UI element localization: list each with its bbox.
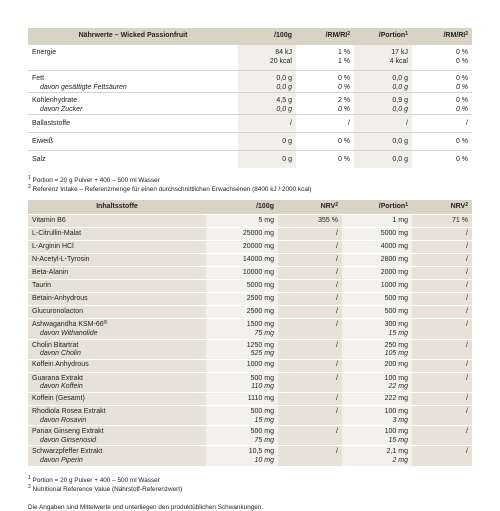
ingredient-row bbox=[28, 305, 472, 318]
amount-per-100g-main: 2500 mg bbox=[246, 295, 274, 303]
ingredient-name bbox=[28, 214, 206, 227]
ri-per-portion bbox=[412, 70, 472, 92]
ri-per-100g-main: / bbox=[348, 119, 350, 127]
amount-per-100g-main: 1110 mg bbox=[247, 394, 274, 402]
nrv-per-portion-main: 71 % bbox=[452, 217, 468, 225]
amount-per-100g bbox=[206, 392, 278, 405]
nutrition-row bbox=[28, 70, 472, 92]
nrv-per-portion bbox=[412, 227, 472, 240]
ingredient-row bbox=[28, 318, 472, 338]
ingredient-name bbox=[28, 266, 206, 279]
nrv-per-portion bbox=[412, 359, 472, 372]
nrv-per-portion-main: / bbox=[466, 448, 468, 456]
nutrition-row bbox=[28, 44, 472, 70]
nrv-per-100g-main: / bbox=[336, 243, 338, 251]
nutrient-label: Fett bbox=[32, 75, 45, 82]
ri-per-100g-main: 2 % bbox=[337, 97, 350, 105]
ingredient-name bbox=[28, 405, 206, 425]
amount-per-100g bbox=[206, 425, 278, 445]
nrv-per-100g-main: / bbox=[336, 407, 338, 415]
amount-per-portion bbox=[342, 279, 412, 292]
nrv-per-100g bbox=[278, 305, 342, 318]
amount-per-portion bbox=[342, 227, 412, 240]
amount-per-100g-sub: 75 mg bbox=[254, 436, 274, 444]
nrv-per-portion-main: / bbox=[466, 308, 468, 316]
nrv-per-portion bbox=[412, 445, 472, 465]
value-per-100g-main: / bbox=[290, 119, 292, 127]
nutrient-label: Eiweiß bbox=[32, 137, 54, 145]
ingredient-row bbox=[28, 372, 472, 392]
ingredient-name bbox=[28, 279, 206, 292]
amount-per-portion-main: 1 mg bbox=[392, 217, 408, 225]
nrv-per-portion-main: / bbox=[466, 341, 468, 349]
header-rm-ri: $/RM/RI^2$ bbox=[296, 28, 354, 44]
amount-per-portion-sub: 15 mg bbox=[388, 436, 408, 444]
amount-per-portion-main: 100 mg bbox=[384, 407, 408, 415]
nrv-per-100g bbox=[278, 214, 342, 227]
nrv-per-100g-main: / bbox=[336, 230, 338, 238]
ri-per-portion-main: 0 % bbox=[455, 75, 468, 82]
ingredient-row bbox=[28, 240, 472, 253]
nrv-per-portion bbox=[412, 305, 472, 318]
amount-per-100g-main: 500 mg bbox=[250, 374, 274, 382]
ingredient-label: N-Acetyl-L-Tyrosin bbox=[32, 256, 90, 264]
ingredient-label: L-Citrullin-Malat bbox=[32, 230, 82, 238]
amount-per-portion bbox=[342, 318, 412, 338]
ingredient-name bbox=[28, 253, 206, 266]
ri-per-100g bbox=[296, 70, 354, 92]
amount-per-100g bbox=[206, 405, 278, 425]
nrv-per-portion-main: / bbox=[466, 407, 468, 415]
ingredient-name bbox=[28, 305, 206, 318]
ingredient-label: Guarana Extrakt bbox=[32, 374, 83, 382]
nrv-per-100g bbox=[278, 227, 342, 240]
ingredient-row bbox=[28, 292, 472, 305]
ingredients-footnotes bbox=[28, 476, 472, 494]
ingredient-label: Cholin Bitartrat bbox=[32, 341, 79, 349]
footnote-reference-intake: $^2$ Referenz Intake – Referenzmenge für einen durchschnittlichen Erwachsenen (8400 kJ / 2000 kcal) bbox=[28, 184, 312, 194]
nrv-per-100g-main: / bbox=[336, 341, 338, 349]
amount-per-100g bbox=[206, 339, 278, 359]
amount-per-portion bbox=[342, 405, 412, 425]
ingredient-row bbox=[28, 227, 472, 240]
amount-per-100g bbox=[206, 359, 278, 372]
amount-per-100g-sub: 110 mg bbox=[251, 383, 274, 391]
ingredient-label: Taurin bbox=[32, 282, 52, 290]
header-rm-ri-portion: $/RM/RI^2$ bbox=[412, 28, 472, 44]
ingredient-sub-label: davon Koffein bbox=[40, 383, 83, 391]
ingredient-row bbox=[28, 425, 472, 445]
ingredient-row bbox=[28, 266, 472, 279]
ingredient-sub-label: davon Cholin bbox=[40, 350, 81, 358]
nutrient-label: Salz bbox=[32, 155, 46, 163]
ingredient-label: Koffein Anhydrous bbox=[32, 361, 89, 369]
nrv-per-100g bbox=[278, 425, 342, 445]
nrv-per-portion bbox=[412, 392, 472, 405]
nrv-per-100g bbox=[278, 266, 342, 279]
nrv-per-portion bbox=[412, 405, 472, 425]
ingredient-row bbox=[28, 214, 472, 227]
ri-per-portion bbox=[412, 92, 472, 114]
nrv-per-portion bbox=[412, 253, 472, 266]
amount-per-portion-main: 4000 mg bbox=[380, 243, 408, 251]
amount-per-100g-main: 20000 mg bbox=[242, 243, 274, 251]
amount-per-100g-main: 10,5 mg bbox=[248, 448, 274, 456]
ingredient-row bbox=[28, 339, 472, 359]
ingredient-name bbox=[28, 392, 206, 405]
ingredient-label: L-Arginin HCl bbox=[32, 243, 74, 251]
nrv-per-100g bbox=[278, 359, 342, 372]
amount-per-100g-main: 5 mg bbox=[258, 217, 274, 225]
amount-per-portion-main: 2,1 mg bbox=[386, 448, 408, 456]
amount-per-portion bbox=[342, 425, 412, 445]
nrv-per-portion-main: / bbox=[466, 361, 468, 369]
value-per-100g bbox=[238, 92, 296, 114]
header-per-portion: /Portion$^1$ bbox=[354, 28, 412, 44]
ingredient-sub-label: davon Rosavin bbox=[40, 416, 87, 424]
amount-per-100g-sub: 75 mg bbox=[254, 329, 274, 337]
ri-per-portion-sub: 0 % bbox=[455, 57, 468, 65]
amount-per-portion-main: 500 mg bbox=[384, 308, 408, 316]
ri-per-100g-sub: 1 % bbox=[337, 57, 350, 65]
amount-per-100g-sub: 10 mg bbox=[254, 456, 274, 464]
value-per-portion-main: 0,9 g bbox=[392, 97, 408, 105]
nrv-per-100g bbox=[278, 318, 342, 338]
ingredient-label: Koffein (Gesamt) bbox=[32, 394, 85, 402]
nutrient-sub-label: davon gesättigte Fettsäuren bbox=[40, 83, 127, 91]
header-per-100g: /100g bbox=[238, 28, 296, 44]
nrv-per-portion bbox=[412, 279, 472, 292]
nutrient-label: Ballaststoffe bbox=[32, 119, 71, 127]
amount-per-100g-main: 14000 mg bbox=[242, 256, 274, 264]
disclaimer-text: Die Angaben sind Mittelwerte und unterliegen den produktüblichen Schwankungen. bbox=[28, 503, 264, 511]
ingredient-label: Betain-Anhydrous bbox=[32, 295, 88, 303]
ingredient-name bbox=[28, 372, 206, 392]
nrv-per-portion-main: / bbox=[466, 243, 468, 251]
amount-per-portion bbox=[342, 392, 412, 405]
nrv-per-portion-main: / bbox=[466, 394, 468, 402]
nrv-per-portion-main: / bbox=[466, 230, 468, 238]
value-per-portion-main: 0,0 g bbox=[392, 137, 408, 145]
nrv-per-100g-main: 355 % bbox=[318, 217, 338, 225]
amount-per-100g bbox=[206, 253, 278, 266]
ingredient-label: Vitamin B6 bbox=[32, 217, 66, 225]
nutrition-row bbox=[28, 132, 472, 150]
header-per-100g: /100g bbox=[206, 200, 278, 214]
value-per-portion-sub: 0,0 g bbox=[392, 105, 408, 113]
ingredient-sub-label: davon Withanolide bbox=[40, 329, 98, 337]
header-nutrients: Nährwerte – Wicked Passionfruit bbox=[28, 28, 238, 44]
amount-per-100g-main: 500 mg bbox=[250, 407, 274, 415]
header-nrv-portion: NRV$^2$ bbox=[412, 200, 472, 214]
value-per-portion bbox=[354, 114, 412, 132]
value-per-portion-sub: 4 kcal bbox=[389, 57, 408, 65]
ri-per-portion-main: 0 % bbox=[455, 155, 468, 163]
amount-per-100g-main: 1500 mg bbox=[246, 321, 274, 329]
nutrition-table bbox=[28, 28, 472, 168]
nrv-per-100g bbox=[278, 279, 342, 292]
ri-per-100g bbox=[296, 92, 354, 114]
ri-per-portion bbox=[412, 114, 472, 132]
ri-per-portion bbox=[412, 150, 472, 168]
amount-per-100g-main: 1250 mg bbox=[246, 341, 274, 349]
nrv-per-100g bbox=[278, 405, 342, 425]
value-per-100g-sub: 20 kcal bbox=[269, 57, 292, 65]
header-nrv: NRV$^2$ bbox=[278, 200, 342, 214]
amount-per-portion-main: 500 mg bbox=[384, 295, 408, 303]
amount-per-100g-sub: 15 mg bbox=[254, 416, 274, 424]
amount-per-portion-main: 2800 mg bbox=[380, 256, 408, 264]
value-per-100g-sub: 0,0 g bbox=[276, 83, 292, 91]
amount-per-portion-main: 300 mg bbox=[384, 321, 408, 329]
amount-per-portion bbox=[342, 339, 412, 359]
nutrition-row bbox=[28, 114, 472, 132]
amount-per-100g bbox=[206, 279, 278, 292]
header-per-portion: /Portion$^1$ bbox=[342, 200, 412, 214]
value-per-portion-main: 0,0 g bbox=[392, 155, 408, 163]
nrv-per-100g bbox=[278, 292, 342, 305]
nrv-per-portion bbox=[412, 372, 472, 392]
ingredient-name bbox=[28, 227, 206, 240]
ingredient-label: Glucuronolacton bbox=[32, 308, 83, 316]
nrv-per-portion bbox=[412, 425, 472, 445]
ri-per-100g-main: 1 % bbox=[337, 49, 350, 56]
nrv-per-100g-main: / bbox=[336, 256, 338, 264]
nrv-per-portion-main: / bbox=[466, 282, 468, 290]
nrv-per-portion-main: / bbox=[466, 321, 468, 329]
amount-per-100g-main: 5000 mg bbox=[246, 282, 274, 290]
amount-per-portion bbox=[342, 292, 412, 305]
amount-per-100g bbox=[206, 227, 278, 240]
nutrient-name bbox=[28, 114, 238, 132]
ri-per-portion bbox=[412, 132, 472, 150]
nrv-per-100g-main: / bbox=[336, 361, 338, 369]
value-per-portion bbox=[354, 70, 412, 92]
nutrition-row bbox=[28, 150, 472, 168]
amount-per-portion bbox=[342, 253, 412, 266]
ingredients-table-header bbox=[28, 200, 472, 214]
ri-per-100g bbox=[296, 132, 354, 150]
ri-per-100g-main: 0 % bbox=[337, 155, 350, 163]
value-per-portion-main: 17 kJ bbox=[391, 49, 408, 56]
nrv-per-portion-main: / bbox=[466, 256, 468, 264]
footnote-nrv: $^2$ Nutritional Reference Value (Nährstoff-Referenzwert) bbox=[28, 483, 183, 493]
value-per-100g bbox=[238, 44, 296, 70]
value-per-100g-main: 0 g bbox=[282, 137, 292, 145]
value-per-100g bbox=[238, 150, 296, 168]
amount-per-portion bbox=[342, 266, 412, 279]
amount-per-100g-sub: 525 mg bbox=[250, 350, 274, 358]
ingredient-name bbox=[28, 292, 206, 305]
amount-per-100g-main: 2500 mg bbox=[246, 308, 274, 316]
ingredient-row bbox=[28, 279, 472, 292]
ingredient-row bbox=[28, 359, 472, 372]
amount-per-100g bbox=[206, 214, 278, 227]
nutrient-label: Kohlenhydrate bbox=[32, 97, 78, 105]
amount-per-100g-main: 25000 mg bbox=[242, 230, 274, 238]
nrv-per-portion bbox=[412, 214, 472, 227]
nutrient-label: Energie bbox=[32, 49, 57, 56]
amount-per-portion-main: 1000 mg bbox=[380, 282, 408, 290]
ingredient-name bbox=[28, 359, 206, 372]
nrv-per-100g bbox=[278, 253, 342, 266]
value-per-100g-sub: 0,0 g bbox=[276, 105, 292, 113]
ingredient-label: Ashwagandha KSM-66® bbox=[32, 320, 108, 329]
nrv-per-portion bbox=[412, 266, 472, 279]
nrv-per-100g-main: / bbox=[336, 448, 338, 456]
value-per-portion bbox=[354, 44, 412, 70]
amount-per-portion-sub: 2 mg bbox=[392, 456, 408, 464]
value-per-100g-main: 0,0 g bbox=[276, 75, 292, 82]
amount-per-portion-main: 222 mg bbox=[384, 394, 408, 402]
nutrition-label bbox=[28, 28, 472, 511]
nrv-per-portion bbox=[412, 318, 472, 338]
ri-per-portion-main: 0 % bbox=[455, 137, 468, 145]
ingredient-row bbox=[28, 253, 472, 266]
nrv-per-100g bbox=[278, 392, 342, 405]
ri-per-portion-main: / bbox=[466, 119, 468, 127]
ri-per-100g-main: 0 % bbox=[337, 75, 350, 82]
nutrient-name bbox=[28, 150, 238, 168]
amount-per-portion bbox=[342, 214, 412, 227]
amount-per-100g bbox=[206, 372, 278, 392]
amount-per-portion-sub: 15 mg bbox=[388, 329, 408, 337]
nrv-per-100g-main: / bbox=[336, 428, 338, 436]
amount-per-100g bbox=[206, 445, 278, 465]
nutrient-sub-label: davon Zucker bbox=[40, 105, 83, 113]
amount-per-portion-main: 100 mg bbox=[384, 374, 408, 382]
header-ingredients: Inhaltsstoffe bbox=[28, 200, 206, 214]
ri-per-100g bbox=[296, 114, 354, 132]
ri-per-portion bbox=[412, 44, 472, 70]
ingredient-row bbox=[28, 392, 472, 405]
value-per-portion bbox=[354, 150, 412, 168]
footnote-portion: $^1$ Portion = 20 g Pulver + 400 – 500 ml Wasser bbox=[28, 175, 160, 185]
value-per-100g bbox=[238, 114, 296, 132]
value-per-100g-main: 4,5 g bbox=[276, 97, 292, 105]
nutrition-row bbox=[28, 92, 472, 114]
ingredient-sub-label: davon Piperin bbox=[40, 456, 83, 464]
ingredient-name bbox=[28, 445, 206, 465]
nrv-per-portion-main: / bbox=[466, 428, 468, 436]
value-per-portion bbox=[354, 92, 412, 114]
amount-per-portion-main: 250 mg bbox=[384, 341, 408, 349]
nutrient-name bbox=[28, 44, 238, 70]
ingredient-name bbox=[28, 318, 206, 338]
amount-per-portion-main: 2000 mg bbox=[380, 269, 408, 277]
amount-per-portion-sub: 105 mg bbox=[384, 350, 408, 358]
nutrition-table-header bbox=[28, 28, 472, 44]
nutrient-name bbox=[28, 70, 238, 92]
amount-per-portion bbox=[342, 240, 412, 253]
nrv-per-100g-main: / bbox=[336, 269, 338, 277]
value-per-portion-main: / bbox=[406, 119, 408, 127]
ingredient-label: Schwarzpfeffer Extrakt bbox=[32, 448, 103, 456]
amount-per-100g bbox=[206, 266, 278, 279]
ri-per-100g-sub: 0 % bbox=[337, 83, 350, 91]
amount-per-portion bbox=[342, 359, 412, 372]
ri-per-portion-main: 0 % bbox=[455, 49, 468, 56]
nutrient-name bbox=[28, 132, 238, 150]
nrv-per-100g-main: / bbox=[336, 374, 338, 382]
ri-per-100g bbox=[296, 44, 354, 70]
ri-per-100g-main: 0 % bbox=[337, 137, 350, 145]
amount-per-100g-main: 500 mg bbox=[250, 428, 274, 436]
amount-per-100g bbox=[206, 240, 278, 253]
value-per-portion-main: 0,0 g bbox=[392, 75, 408, 82]
ingredient-name bbox=[28, 240, 206, 253]
amount-per-100g-main: 1000 mg bbox=[246, 361, 274, 369]
amount-per-portion bbox=[342, 445, 412, 465]
value-per-100g bbox=[238, 70, 296, 92]
amount-per-portion-main: 100 mg bbox=[384, 428, 408, 436]
nrv-per-100g bbox=[278, 240, 342, 253]
nrv-per-portion bbox=[412, 240, 472, 253]
ri-per-100g bbox=[296, 150, 354, 168]
value-per-100g-main: 84 kJ bbox=[275, 49, 292, 56]
ingredient-name bbox=[28, 425, 206, 445]
nrv-per-100g-main: / bbox=[336, 308, 338, 316]
ingredient-label: Panax Ginseng Extrakt bbox=[32, 428, 104, 436]
nrv-per-100g-main: / bbox=[336, 394, 338, 402]
nutrition-footnotes bbox=[28, 176, 472, 194]
amount-per-portion-main: 200 mg bbox=[384, 361, 408, 369]
value-per-100g bbox=[238, 132, 296, 150]
nrv-per-portion-main: / bbox=[466, 374, 468, 382]
value-per-100g-main: 0 g bbox=[282, 155, 292, 163]
amount-per-portion-sub: 22 mg bbox=[388, 383, 408, 391]
nrv-per-100g bbox=[278, 372, 342, 392]
nrv-per-100g-main: / bbox=[336, 321, 338, 329]
amount-per-100g bbox=[206, 305, 278, 318]
ri-per-portion-main: 0 % bbox=[455, 97, 468, 105]
ingredient-sub-label: davon Ginsenosid bbox=[40, 436, 97, 444]
amount-per-portion bbox=[342, 305, 412, 318]
amount-per-100g-main: 10000 mg bbox=[242, 269, 274, 277]
nrv-per-100g-main: / bbox=[336, 282, 338, 290]
ingredient-name bbox=[28, 339, 206, 359]
nrv-per-portion-main: / bbox=[466, 295, 468, 303]
nrv-per-100g bbox=[278, 339, 342, 359]
amount-per-portion-main: 5000 mg bbox=[380, 230, 408, 238]
ingredients-table bbox=[28, 200, 472, 465]
ingredient-label: Beta-Alanin bbox=[32, 269, 69, 277]
ingredient-row bbox=[28, 445, 472, 465]
nrv-per-portion bbox=[412, 339, 472, 359]
nrv-per-portion bbox=[412, 292, 472, 305]
nutrient-name bbox=[28, 92, 238, 114]
ri-per-100g-sub: 0 % bbox=[337, 105, 350, 113]
amount-per-portion-sub: 3 mg bbox=[392, 416, 408, 424]
nrv-per-100g-main: / bbox=[336, 295, 338, 303]
ingredient-label: Rhodiola Rosea Extrakt bbox=[32, 407, 106, 415]
amount-per-100g bbox=[206, 292, 278, 305]
ingredient-row bbox=[28, 405, 472, 425]
amount-per-portion bbox=[342, 372, 412, 392]
value-per-portion-sub: 0,0 g bbox=[392, 83, 408, 91]
footnote-portion: $^1$ Portion = 20 g Pulver + 400 – 500 ml Wasser bbox=[28, 474, 160, 484]
ri-per-portion-sub: 0 % bbox=[455, 105, 468, 113]
ri-per-portion-sub: 0 % bbox=[455, 83, 468, 91]
nrv-per-portion-main: / bbox=[466, 269, 468, 277]
value-per-portion bbox=[354, 132, 412, 150]
nrv-per-100g bbox=[278, 445, 342, 465]
amount-per-100g bbox=[206, 318, 278, 338]
